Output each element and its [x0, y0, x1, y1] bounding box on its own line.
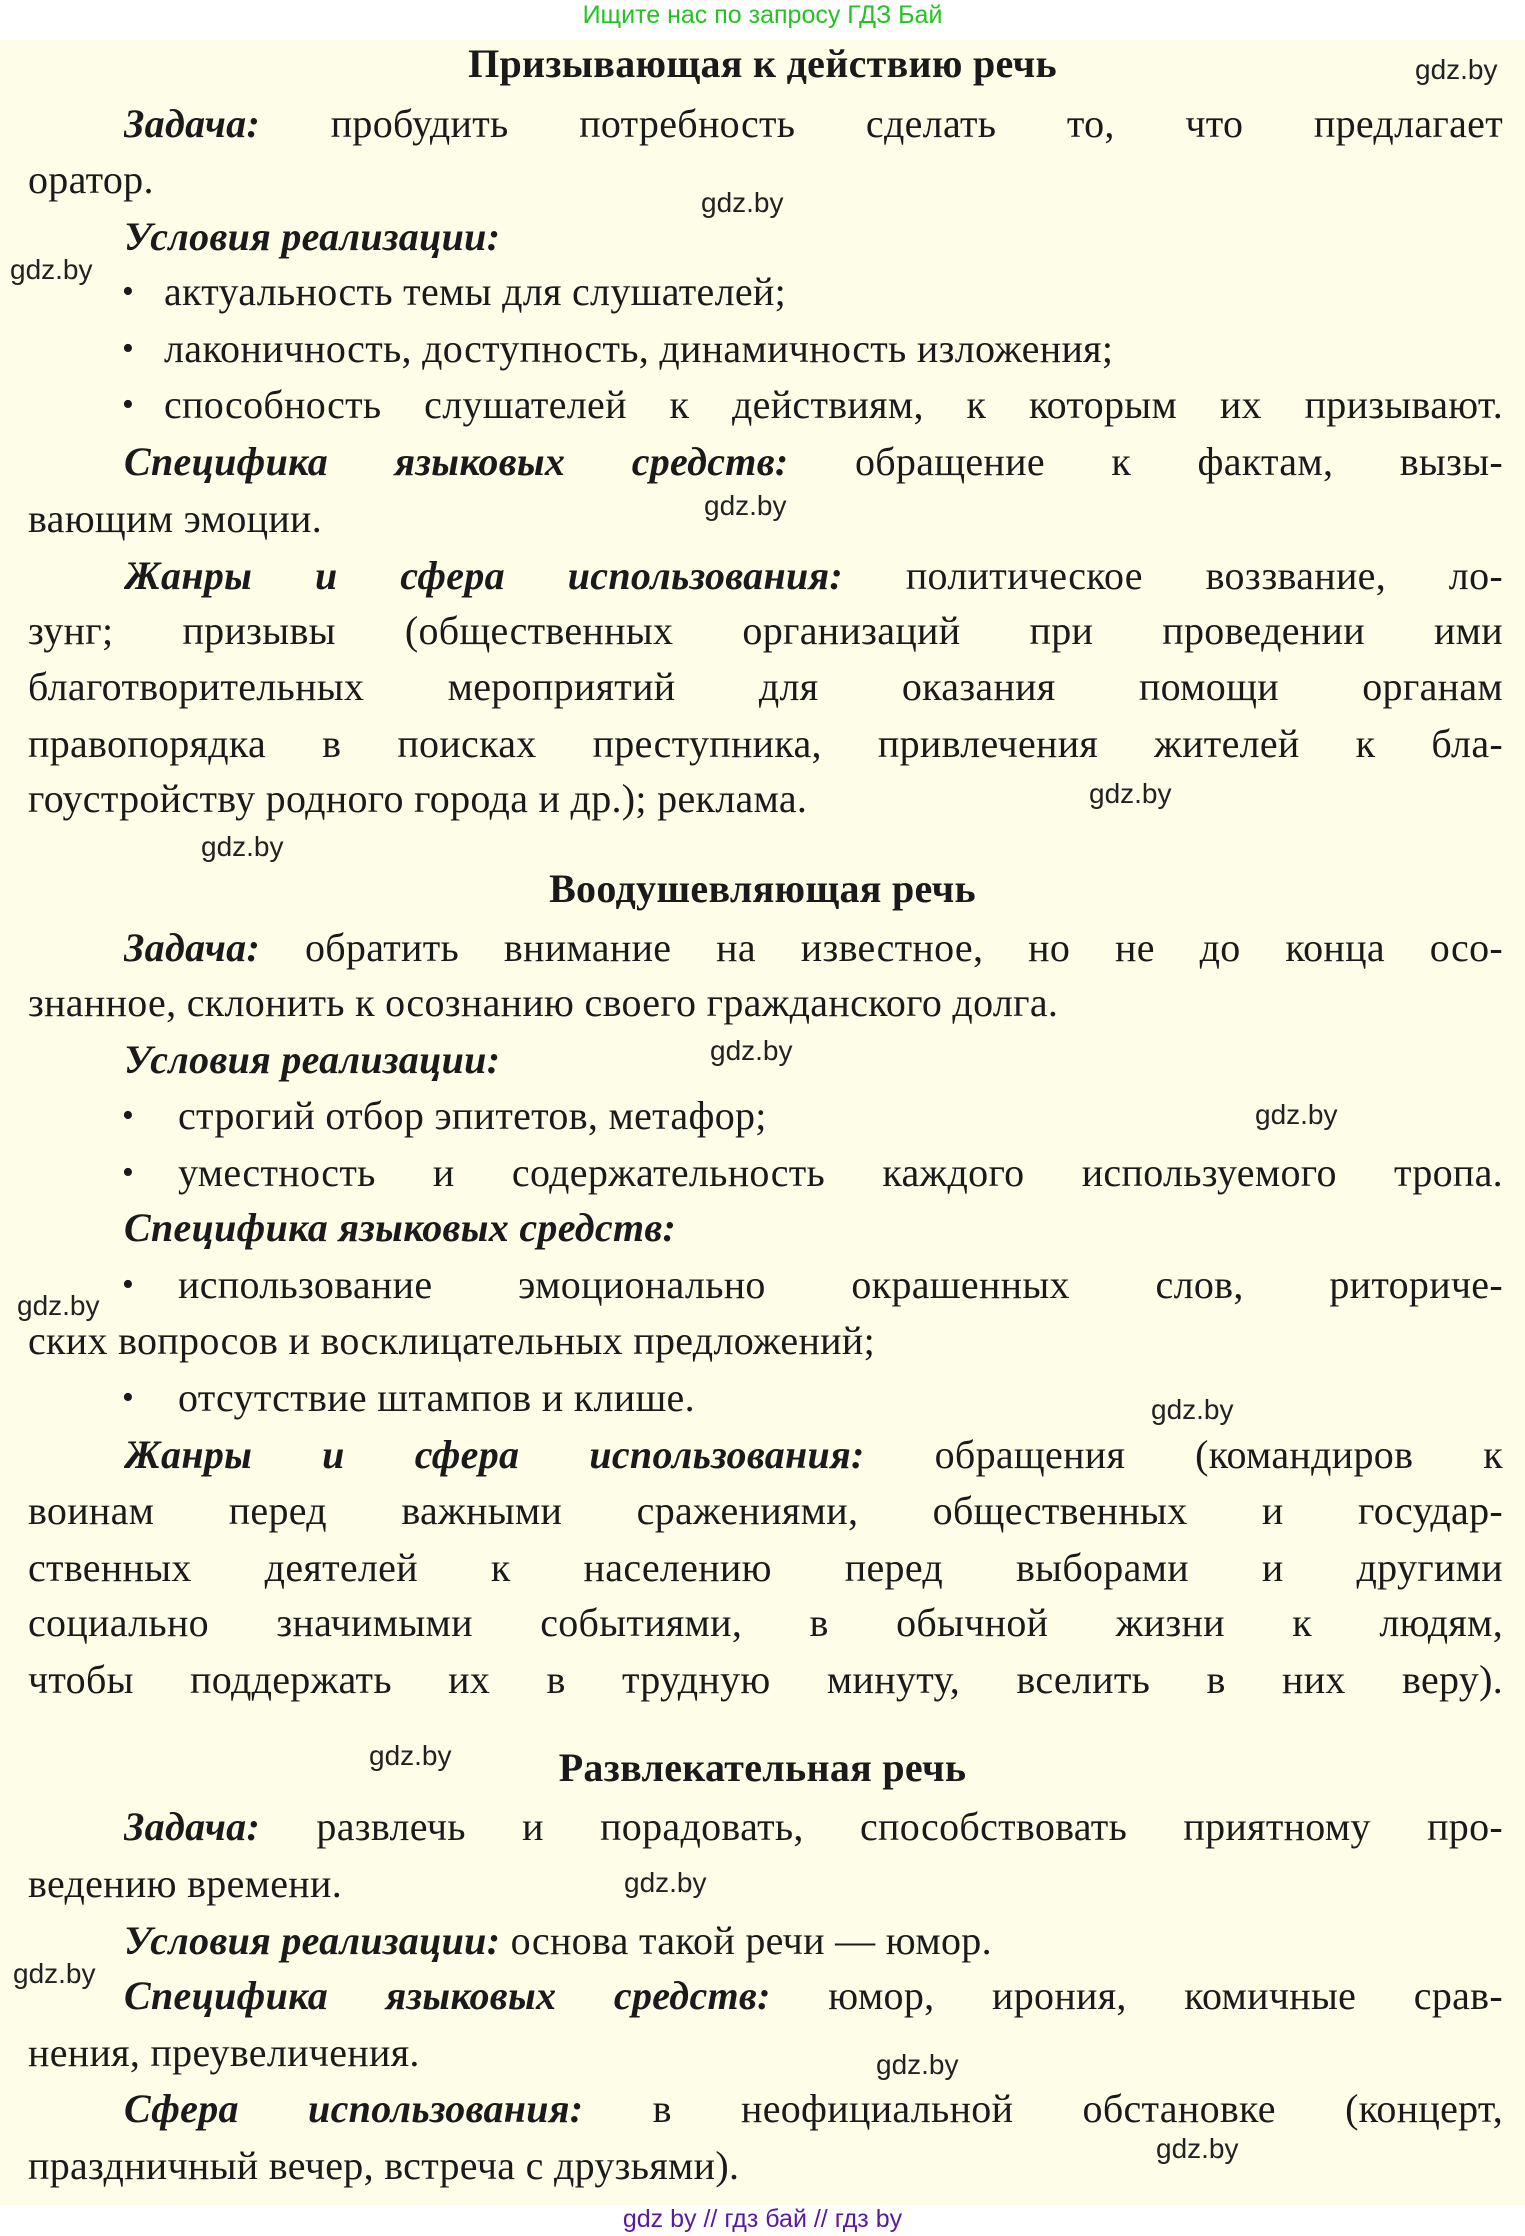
- paragraph-label: Сфера использования:: [124, 2086, 584, 2131]
- labeled-paragraph-line: [124, 1968, 1503, 2024]
- line-text: способность слушателей к действиям, к которым их призывают.: [164, 382, 1503, 427]
- line-text: знанное, склонить к осознанию своего гражданского долга.: [28, 980, 1059, 1025]
- paragraph-line: [28, 603, 1503, 659]
- paragraph-label: Задача:: [124, 925, 261, 970]
- paragraph-line: [28, 975, 1503, 1031]
- line-text: чтобы поддержать их в трудную минуту, вселить в них веру).: [28, 1657, 1503, 1702]
- paragraph-line: [28, 2025, 1503, 2081]
- labeled-paragraph-line: [124, 2081, 1503, 2137]
- section-heading: Развлекательная речь: [558, 1745, 967, 1790]
- line-text: зунг; призывы (общественных организаций при проведении ими: [28, 608, 1503, 653]
- line-text: в неофициальной обстановке (концерт,: [583, 2086, 1503, 2131]
- bullet-icon: •: [122, 273, 134, 310]
- labeled-paragraph-line: [124, 1032, 1503, 1088]
- watermark: gdz.by: [201, 831, 284, 862]
- watermark: gdz.by: [1415, 54, 1498, 85]
- line-text: лаконичность, доступность, динамичность изложения;: [164, 326, 1114, 371]
- paragraph-label: Специфика языковых средств:: [124, 1205, 677, 1250]
- bullet-item: [164, 377, 1503, 433]
- line-text: основа такой речи — юмор.: [500, 1918, 992, 1963]
- bullet-icon: •: [122, 1097, 134, 1134]
- line-text: ственных деятелей к населению перед выборами и другими: [28, 1545, 1503, 1590]
- watermark: gdz.by: [704, 490, 787, 521]
- paragraph-line: [28, 1483, 1503, 1539]
- watermark: gdz.by: [13, 1958, 96, 1989]
- paragraph-label: Условия реализации:: [124, 1037, 501, 1082]
- paragraph-label: Жанры и сфера использования:: [124, 1432, 865, 1477]
- line-text: воинам перед важными сражениями, общественных и государ-: [28, 1488, 1503, 1533]
- bullet-icon: •: [122, 330, 134, 367]
- paragraph-label: Задача:: [124, 1804, 261, 1849]
- paragraph-label: Жанры и сфера использования:: [124, 553, 844, 598]
- bullet-icon: •: [122, 1154, 134, 1191]
- paragraph-label: Задача:: [124, 101, 261, 146]
- watermark: gdz.by: [369, 1740, 452, 1771]
- line-text: актуальность темы для слушателей;: [164, 269, 787, 314]
- labeled-paragraph-line: [124, 548, 1503, 604]
- watermark: gdz.by: [10, 254, 93, 285]
- search-banner[interactable]: Ищите нас по запросу ГДЗ Бай: [582, 1, 943, 29]
- line-text: нения, преувеличения.: [28, 2030, 420, 2075]
- footer-links[interactable]: gdz by // гдз бай // гдз by: [622, 2205, 903, 2233]
- watermark: gdz.by: [1089, 778, 1172, 809]
- labeled-paragraph-line: [124, 1200, 1503, 1256]
- line-text: ведению времени.: [28, 1861, 342, 1906]
- watermark: gdz.by: [710, 1035, 793, 1066]
- bullet-item: [178, 1145, 1503, 1201]
- paragraph-line: [28, 1595, 1503, 1651]
- line-text: благотворительных мероприятий для оказания помощи органам: [28, 664, 1503, 709]
- line-text: вающим эмоции.: [28, 496, 323, 541]
- watermark: gdz.by: [1151, 1394, 1234, 1425]
- labeled-paragraph-line: [124, 434, 1503, 490]
- line-text: юмор, ирония, комичные срав-: [770, 1973, 1503, 2018]
- line-text: отсутствие штампов и клише.: [178, 1375, 695, 1420]
- labeled-paragraph-line: [124, 920, 1503, 976]
- line-text: использование эмоционально окрашенных слов, риториче-: [178, 1262, 1503, 1307]
- labeled-paragraph-line: [124, 1427, 1503, 1483]
- labeled-paragraph-line: [124, 96, 1503, 152]
- watermark: gdz.by: [624, 1867, 707, 1898]
- paragraph-line: [28, 1856, 1503, 1912]
- watermark: gdz.by: [701, 187, 784, 218]
- bullet-item: [178, 1257, 1503, 1313]
- line-text: социально значимыми событиями, в обычной жизни к людям,: [28, 1600, 1503, 1645]
- bullet-item: [164, 321, 1503, 377]
- paragraph-label: Специфика языковых средств:: [124, 439, 789, 484]
- paragraph-line: [28, 659, 1503, 715]
- bullet-icon: •: [122, 1266, 134, 1303]
- section-heading: Воодушевляющая речь: [549, 866, 976, 911]
- line-text: гоустройству родного города и др.); реклама.: [28, 776, 808, 821]
- labeled-paragraph-line: [124, 209, 1503, 265]
- line-text: оратор.: [28, 157, 154, 202]
- watermark: gdz.by: [1156, 2133, 1239, 2164]
- line-text: развлечь и порадовать, способствовать приятному про-: [260, 1804, 1503, 1849]
- paragraph-label: Специфика языковых средств:: [124, 1973, 771, 2018]
- line-text: обращение к фактам, вызы-: [788, 439, 1503, 484]
- paragraph-label: Условия реализации:: [124, 1918, 501, 1963]
- bullet-item: [164, 264, 1503, 320]
- line-text: обратить внимание на известное, но не до конца осо-: [260, 925, 1503, 970]
- bullet-item: [178, 1370, 1503, 1426]
- labeled-paragraph-line: [124, 1913, 1503, 1969]
- watermark: gdz.by: [17, 1290, 100, 1321]
- line-text: праздничный вечер, встреча с друзьями).: [28, 2143, 740, 2188]
- line-text: правопорядка в поисках преступника, привлечения жителей к бла-: [28, 721, 1503, 766]
- watermark: gdz.by: [1255, 1099, 1338, 1130]
- paragraph-line: [28, 1652, 1503, 1708]
- section-heading: Призывающая к действию речь: [468, 41, 1057, 86]
- bullet-icon: •: [122, 386, 134, 423]
- paragraph-line: [28, 771, 1503, 827]
- line-text: строгий отбор эпитетов, метафор;: [178, 1093, 767, 1138]
- line-text: ских вопросов и восклицательных предложений;: [28, 1318, 876, 1363]
- paragraph-line: [28, 1540, 1503, 1596]
- paragraph-line: [28, 2138, 1503, 2194]
- labeled-paragraph-line: [124, 1799, 1503, 1855]
- paragraph-label: Условия реализации:: [124, 214, 501, 259]
- paragraph-line: [28, 716, 1503, 772]
- bullet-icon: •: [122, 1379, 134, 1416]
- line-text: обращения (командиров к: [864, 1432, 1503, 1477]
- line-text: политическое воззвание, ло-: [843, 553, 1503, 598]
- paragraph-line: [28, 1313, 1503, 1369]
- line-text: уместность и содержательность каждого используемого тропа.: [178, 1150, 1503, 1195]
- line-text: пробудить потребность сделать то, что предлагает: [260, 101, 1503, 146]
- watermark: gdz.by: [876, 2049, 959, 2080]
